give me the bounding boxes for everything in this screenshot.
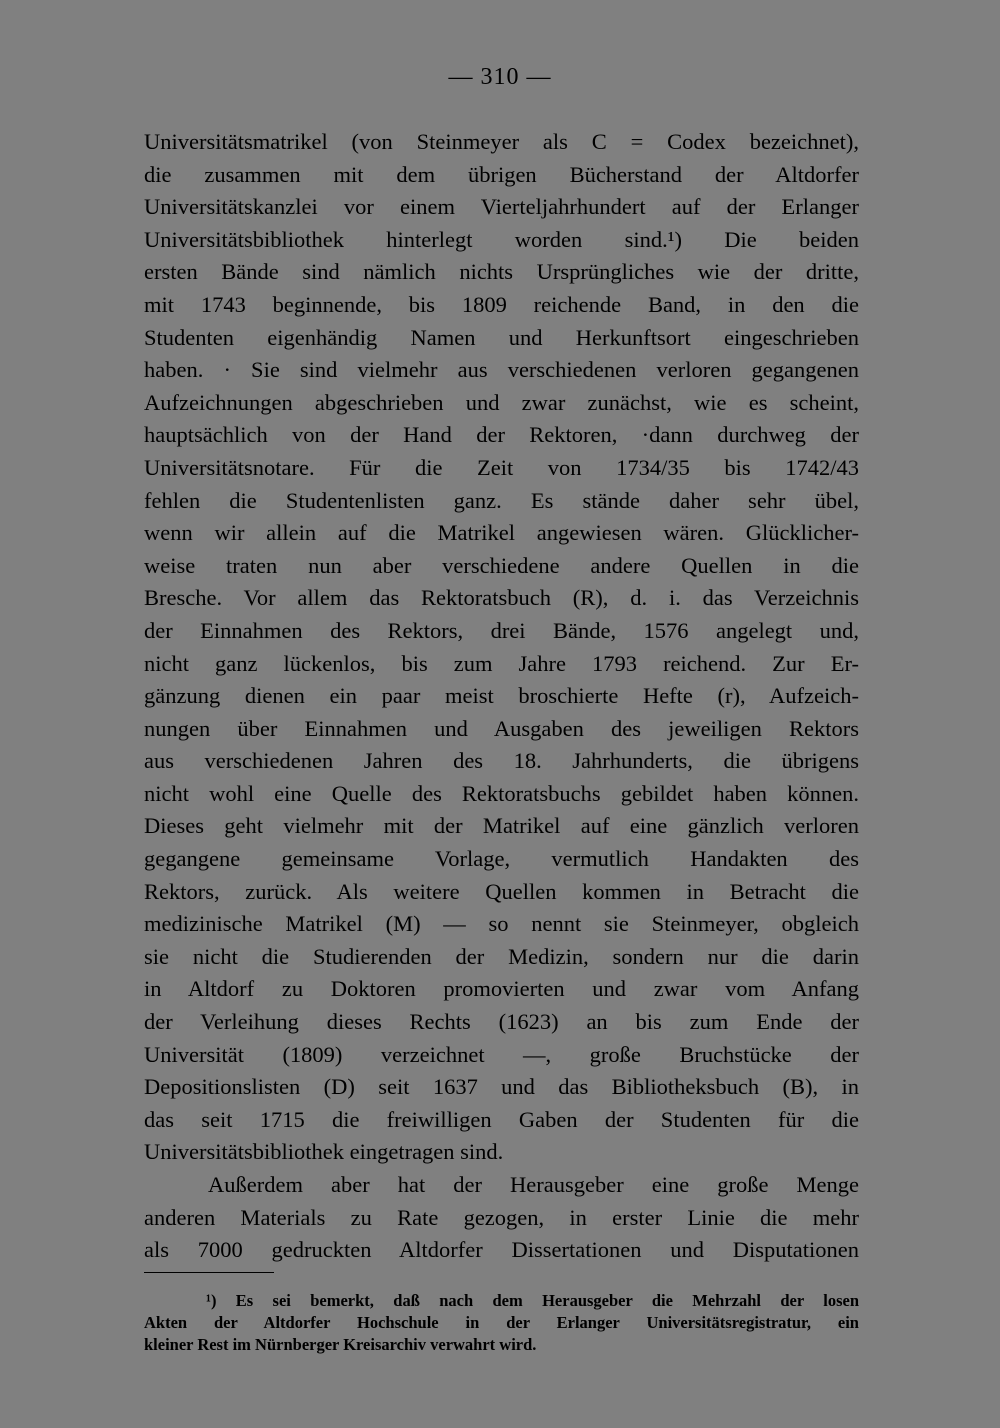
- text-line: Aufzeichnungen abgeschrieben und zwar zunächst, wie es scheint,: [144, 389, 859, 415]
- text-line: sie nicht die Studierenden der Medizin, sondern nur die darin: [144, 943, 859, 969]
- text-line: aus verschiedenen Jahren des 18. Jahrhunderts, die übrigens: [144, 748, 859, 774]
- text-line: medizinische Matrikel (M) — so nennt sie Steinmeyer, obgleich: [144, 911, 859, 937]
- text-line: fehlen die Studentenlisten ganz. Es stände daher sehr übel,: [144, 487, 859, 513]
- text-line: Depositionslisten (D) seit 1637 und das Bibliotheksbuch (B), in: [144, 1074, 859, 1100]
- footnote-line: kleiner Rest im Nürnberger Kreisarchiv verwahrt wird.: [144, 1335, 537, 1354]
- text-line: wenn wir allein auf die Matrikel angewiesen wären. Glücklicher-: [144, 520, 859, 546]
- text-line: nicht wohl eine Quelle des Rektoratsbuchs gebildet haben können.: [144, 780, 859, 806]
- text-line: Rektors, zurück. Als weitere Quellen kommen in Betracht die: [144, 878, 859, 904]
- text-line: Universitätsbibliothek hinterlegt worden sind.¹) Die beiden: [144, 226, 859, 252]
- text-line: Universitätsbibliothek eingetragen sind.: [144, 1139, 504, 1165]
- text-line: der Einnahmen des Rektors, drei Bände, 1576 angelegt und,: [144, 617, 859, 643]
- text-line: Universitätskanzlei vor einem Vierteljahrhundert auf der Erlanger: [144, 194, 859, 220]
- text-line: der Verleihung dieses Rechts (1623) an bis zum Ende der: [144, 1009, 859, 1035]
- text-line: die zusammen mit dem übrigen Bücherstand der Altdorfer: [144, 161, 859, 187]
- page-number: — 310 —: [448, 64, 552, 90]
- footnote-divider: [144, 1272, 274, 1273]
- text-line: in Altdorf zu Doktoren promovierten und zwar vom Anfang: [144, 976, 859, 1002]
- footnote-line: ¹) Es sei bemerkt, daß nach dem Herausgeber die Mehrzahl der losen: [206, 1291, 859, 1310]
- text-line: nicht ganz lückenlos, bis zum Jahre 1793 reichend. Zur Er-: [144, 650, 859, 676]
- text-line: hauptsächlich von der Hand der Rektoren, ·dann durchweg der: [144, 422, 859, 448]
- text-line: haben. · Sie sind vielmehr aus verschiedenen verloren gegangenen: [144, 357, 859, 383]
- text-line: Dieses geht vielmehr mit der Matrikel auf eine gänzlich verloren: [144, 813, 859, 839]
- text-line: gegangene gemeinsame Vorlage, vermutlich Handakten des: [144, 846, 859, 872]
- text-line: als 7000 gedruckten Altdorfer Dissertationen und Disputationen: [144, 1237, 859, 1263]
- footnote-line: Akten der Altdorfer Hochschule in der Erlanger Universitätsregistratur, ein: [144, 1313, 859, 1332]
- footnotes: [144, 1290, 859, 1356]
- text-line: Universitätsmatrikel (von Steinmeyer als C = Codex bezeichnet),: [144, 129, 859, 154]
- text-line: Außerdem aber hat der Herausgeber eine große Menge: [208, 1172, 859, 1197]
- text-line: anderen Materials zu Rate gezogen, in erster Linie die mehr: [144, 1204, 859, 1230]
- text-line: Bresche. Vor allem das Rektoratsbuch (R), d. i. das Verzeichnis: [144, 585, 859, 611]
- text-line: nungen über Einnahmen und Ausgaben des jeweiligen Rektors: [144, 715, 859, 741]
- text-line: ersten Bände sind nämlich nichts Ursprüngliches wie der dritte,: [144, 259, 859, 285]
- text-line: Universität (1809) verzeichnet —, große Bruchstücke der: [144, 1041, 859, 1067]
- body-text: [144, 126, 859, 1267]
- text-line: weise traten nun aber verschiedene andere Quellen in die: [144, 552, 859, 578]
- text-line: Universitätsnotare. Für die Zeit von 1734/35 bis 1742/43: [144, 454, 859, 480]
- text-line: mit 1743 beginnende, bis 1809 reichende Band, in den die: [144, 291, 859, 317]
- text-line: Studenten eigenhändig Namen und Herkunftsort eingeschrieben: [144, 324, 859, 350]
- text-line: das seit 1715 die freiwilligen Gaben der Studenten für die: [144, 1106, 859, 1132]
- text-line: gänzung dienen ein paar meist broschierte Hefte (r), Aufzeich-: [144, 683, 859, 709]
